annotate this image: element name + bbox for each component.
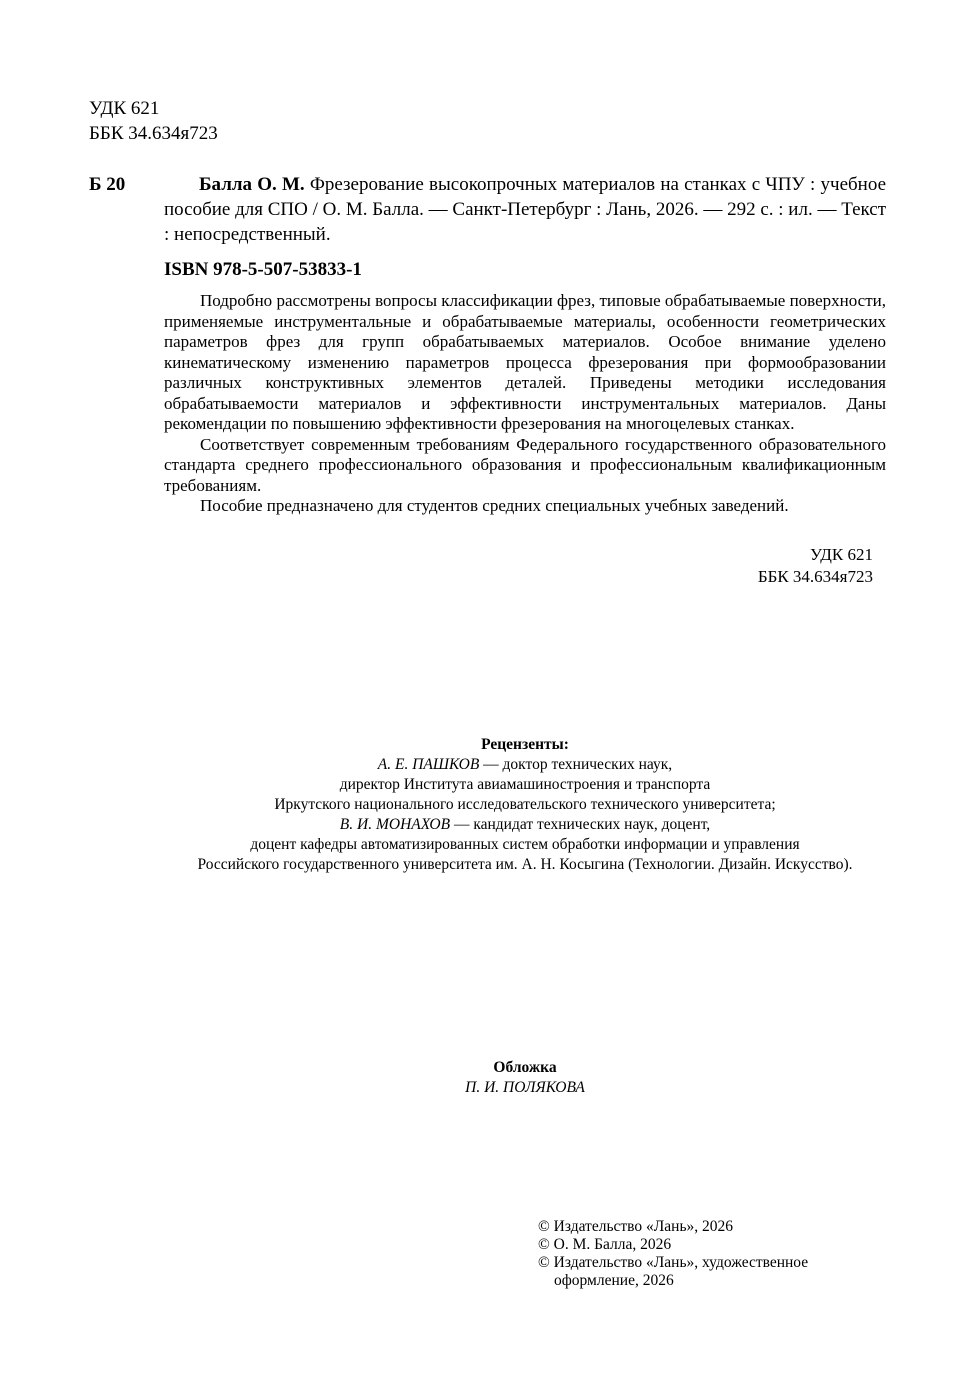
- reviewer-1-position: директор Института авиамашиностроения и транспорта: [339, 776, 711, 793]
- copyright-block: [538, 1218, 858, 1290]
- cover-heading: Обложка: [493, 1059, 557, 1076]
- bibliographic-description: Фрезерование высокопрочных материалов на станках с ЧПУ : учебное пособие для СПО / О. М. Балла. — Санкт-Петербург : Лань, 2026. — 292 с. : ил. — Текст : непосредственный.: [164, 174, 887, 245]
- classification-top: [89, 96, 218, 146]
- reviewers-heading: Рецензенты:: [481, 736, 569, 753]
- copyright-line-2: © О. М. Балла, 2026: [538, 1236, 672, 1253]
- classification-right: [640, 544, 873, 588]
- bbk-code-right: ББК 34.634я723: [757, 567, 873, 586]
- cover-credit: [100, 1058, 950, 1098]
- reviewers-block: [100, 735, 950, 875]
- reviewer-1: [100, 755, 950, 775]
- isbn: ISBN 978-5-507-53833-1: [164, 259, 362, 280]
- annotation-paragraph-2: Соответствует современным требованиям Федерального государственного образовательного стандарта среднего профессионального образования и профессиональным квалификационным требованиям.: [164, 434, 886, 495]
- annotation: [164, 291, 886, 517]
- bbk-code: ББК 34.634я723: [89, 123, 218, 144]
- copyright-line-1: © Издательство «Лань», 2026: [538, 1218, 734, 1235]
- author-name: Балла О. М.: [199, 174, 305, 195]
- reviewer-1-affiliation: Иркутского национального исследовательского технического университета;: [274, 796, 776, 813]
- reviewer-2-position: доцент кафедры автоматизированных систем обработки информации и управления: [250, 836, 800, 853]
- reviewer-1-title: — доктор технических наук,: [479, 756, 673, 773]
- reviewer-2-affiliation: Российского государственного университета им. А. Н. Косыгина (Технологии. Дизайн. Искусство).: [197, 856, 853, 873]
- copyright-line-4: оформление, 2026: [554, 1272, 674, 1289]
- reviewer-1-name: А. Е. ПАШКОВ: [377, 756, 480, 773]
- author-mark: Б 20: [89, 174, 126, 195]
- bibliographic-record: [164, 172, 886, 247]
- annotation-paragraph-1: Подробно рассмотрены вопросы классификации фрез, типовые обрабатываемые поверхности, применяемые инструментальные и обрабатываемые материалы, особенности геометрических параметров фрез для групп обрабатываемых материалов. Особое внимание уделено кинематическому изменению параметров процесса фрезерования при формообразовании различных конструктивных элементов деталей. Приведены методики исследования обрабатываемости материалов и эффективности инструментальных материалов. Даны рекомендации по повышению эффективности фрезерования на многоцелевых станках.: [164, 291, 886, 433]
- cover-designer: П. И. ПОЛЯКОВА: [465, 1079, 585, 1096]
- reviewer-2-name: В. И. МОНАХОВ: [339, 816, 451, 833]
- reviewer-2-title: — кандидат технических наук, доцент,: [450, 816, 711, 833]
- annotation-paragraph-3: Пособие предназначено для студентов средних специальных учебных заведений.: [200, 496, 789, 515]
- udk-code: УДК 621: [89, 98, 160, 119]
- copyright-line-3: © Издательство «Лань», художественное: [538, 1254, 809, 1271]
- udk-code-right: УДК 621: [809, 545, 873, 564]
- reviewer-2: [100, 815, 950, 835]
